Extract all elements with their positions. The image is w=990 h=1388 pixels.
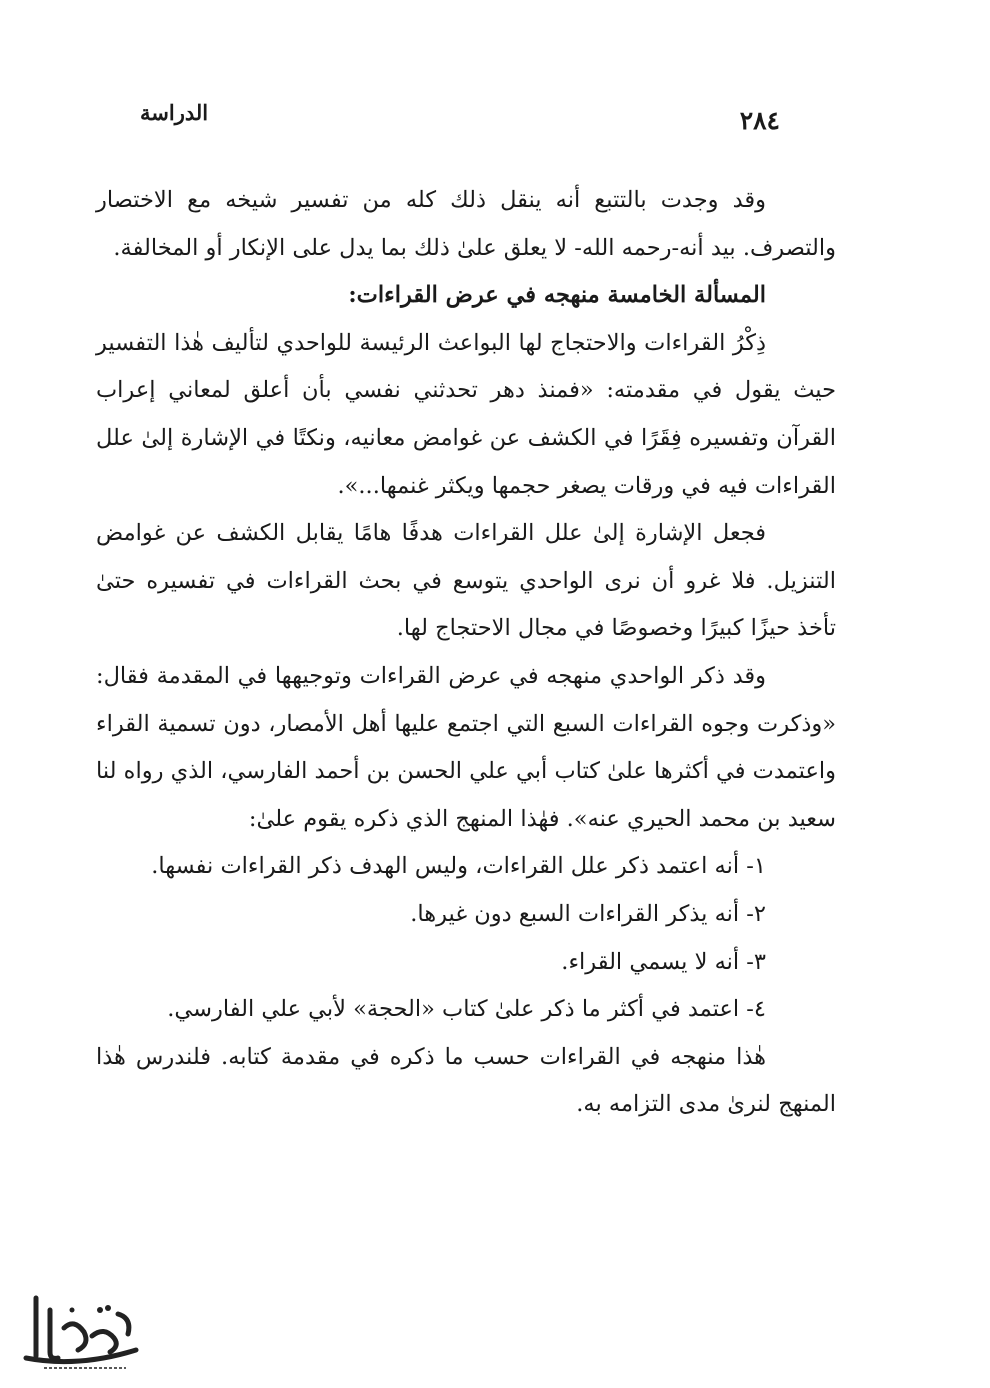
page-header (140, 96, 780, 140)
paragraph-1: وقد وجدت بالتتبع أنه ينقل ذلك كله من تفسير شيخه مع الاختصار والتصرف. بيد أنه-رحمه الله- لا يعلق علىٰ ذلك بما يدل على الإنكار أو المخالفة. (96, 187, 836, 261)
section-heading: المسألة الخامسة منهجه في عرض القراءات: (348, 282, 766, 309)
page-body (96, 177, 836, 1129)
page-number: ٢٨٤ (739, 106, 780, 135)
paragraph-2: ذِكْرُ القراءات والاحتجاج لها البواعث الرئيسة للواحدي لتأليف هٰذا التفسير حيث يقول في مقدمته: «فمنذ دهر تحدثني نفسي بأن أعلق لمعاني إعراب القرآن وتفسيره فِقَرًا في الكشف عن غوامض معانيه، ونكتًا في الإشارة إلىٰ علل القراءات فيه في ورقات يصغر حجمها ويكثر غنمها...». (96, 329, 836, 499)
calligraphy-logo-icon (14, 1288, 144, 1378)
list-item-2: ٢- أنه يذكر القراءات السبع دون غيرها. (410, 900, 766, 927)
list-item-1: ١- أنه اعتمد ذكر علل القراءات، وليس الهدف ذكر القراءات نفسها. (151, 853, 766, 880)
paragraph-3: فجعل الإشارة إلىٰ علل القراءات هدفًا هامًا يقابل الكشف عن غوامض التنزيل. فلا غرو أن نرى الواحدي يتوسع في بحث القراءات في تفسيره حتىٰ تأخذ حيزًا كبيرًا وخصوصًا في مجال الاحتجاج لها. (96, 520, 836, 642)
list-item-3: ٣- أنه لا يسمي القراء. (561, 948, 766, 975)
paragraph-5: هٰذا منهجه في القراءات حسب ما ذكره في مقدمة كتابه. فلندرس هٰذا المنهج لنرىٰ مدى التزامه به. (96, 1043, 836, 1118)
paragraph-4: وقد ذكر الواحدي منهجه في عرض القراءات وتوجيهها في المقدمة فقال: «وذكرت وجوه القراءات السبع التي اجتمع عليها أهل الأمصار، دون تسمية القراء واعتمدت في أكثرها علىٰ كتاب أبي علي الحسن بن أحمد الفارسي، الذي رواه لنا سعيد بن محمد الحيري عنه». فهٰذا المنهج الذي ذكره يقوم علىٰ: (96, 662, 836, 832)
section-title: الدراسة (140, 100, 209, 125)
list-item-4: ٤- اعتمد في أكثر ما ذكر علىٰ كتاب «الحجة» لأبي علي الفارسي. (167, 996, 766, 1023)
